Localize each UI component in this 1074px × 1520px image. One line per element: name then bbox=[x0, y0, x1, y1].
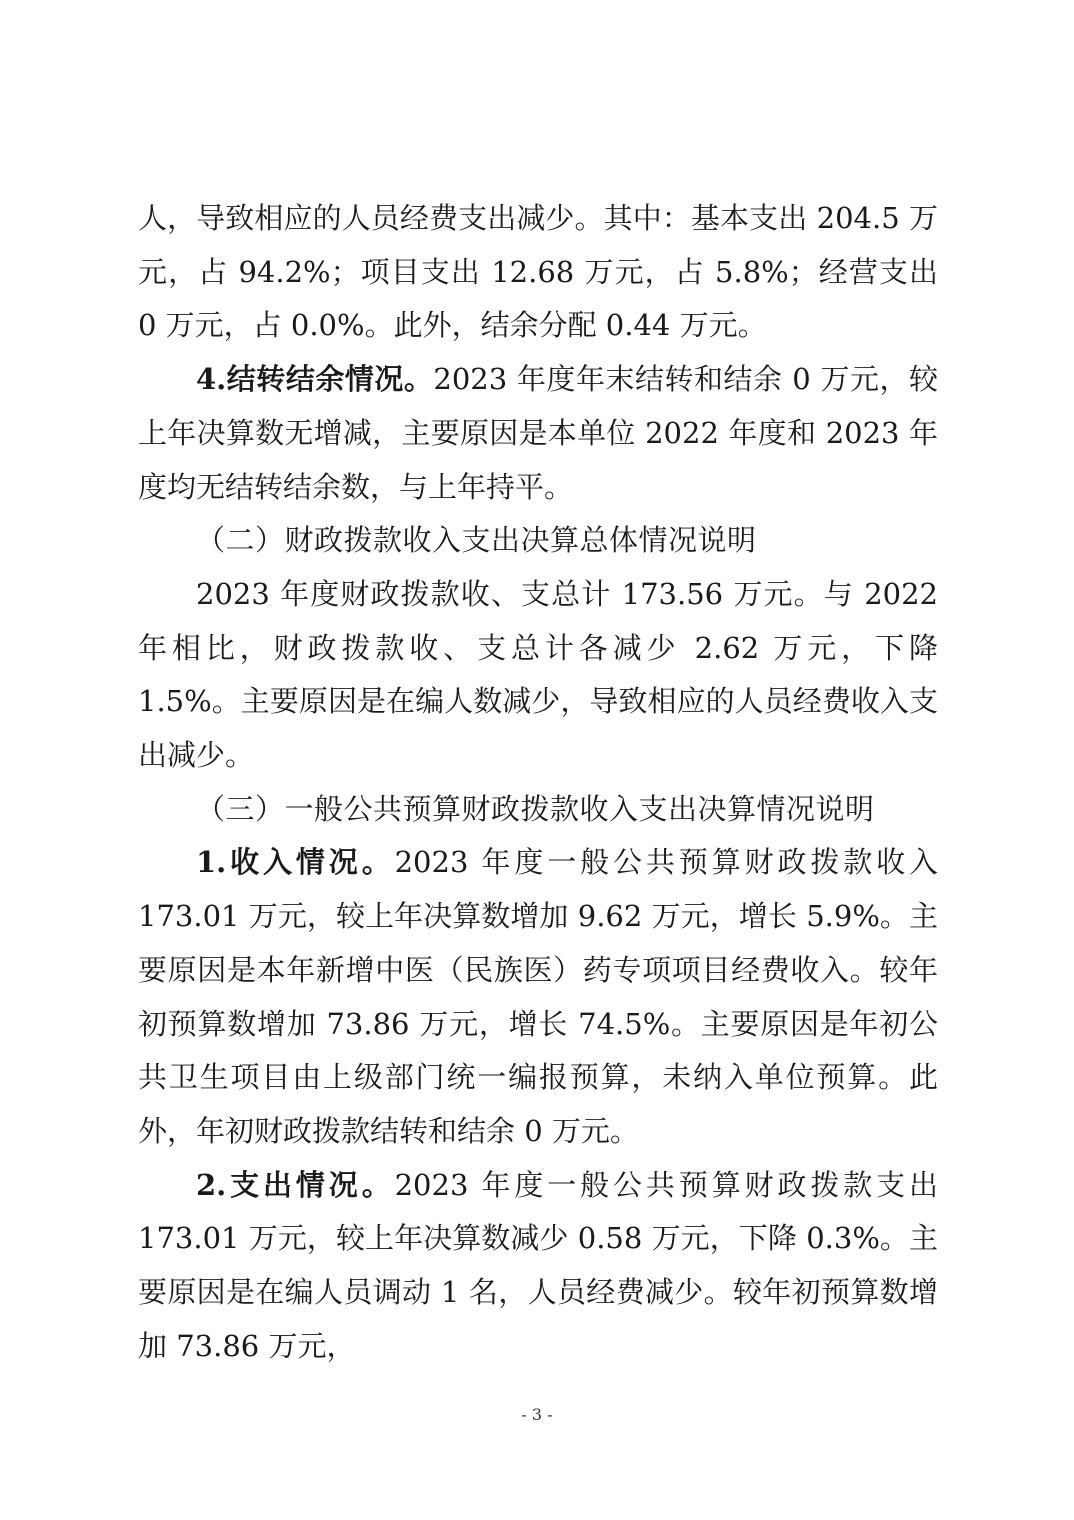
page-number: - 3 - bbox=[521, 1405, 553, 1424]
section-heading-fiscal-overall: （二）财政拨款收入支出决算总体情况说明 bbox=[196, 523, 757, 558]
paragraph-expenditure-breakdown: 人，导致相应的人员经费支出减少。其中：基本支出 204.5 万元，占 94.2%；项目支出 12.68 万元，占 5.8%；经营支出 0 万元，占 0.0%。此外，结余分配 0.44 万元。 bbox=[138, 201, 938, 343]
document-body bbox=[138, 192, 938, 1373]
carryover-lead: 4.结转结余情况。 bbox=[196, 362, 434, 397]
carryover-text: 2023 年度年末结转和结余 0 万元，较上年决算数无增减，主要原因是本单位 2022 年度和 2023 年度均无结转结余数，与上年持平。 bbox=[138, 362, 938, 504]
paragraph-fiscal-overall: 2023 年度财政拨款收、支总计 173.56 万元。与 2022 年相比，财政拨款收、支总计各减少 2.62 万元，下降 1.5%。主要原因是在编人数减少，导致相应的人员经费收入支出减少。 bbox=[138, 576, 938, 773]
paragraph-income bbox=[138, 836, 938, 1158]
section-heading-general-budget: （三）一般公共预算财政拨款收入支出决算情况说明 bbox=[196, 791, 875, 826]
income-lead: 1.收入情况。 bbox=[196, 845, 395, 880]
paragraph-carryover bbox=[138, 353, 938, 514]
expenditure-text: 2023 年度一般公共预算财政拨款支出 173.01 万元，较上年决算数减少 0.58 万元，下降 0.3%。主要原因是在编人员调动 1 名，人员经费减少。较年初预算数增加 73.86 万元， bbox=[138, 1167, 938, 1363]
income-text: 2023 年度一般公共预算财政拨款收入 173.01 万元，较上年决算数增加 9.62 万元，增长 5.9%。主要原因是本年新增中医（民族医）药专项项目经费收入。较年初预算数增加 73.86 万元，增长 74.5%。主要原因是年初公共卫生项目由上级部门统一编报预算，未纳入单位预算。此外，年初财政拨款结转和结余 0 万元。 bbox=[138, 845, 938, 1148]
paragraph-expenditure bbox=[138, 1159, 938, 1374]
expenditure-lead: 2.支出情况。 bbox=[196, 1167, 395, 1202]
